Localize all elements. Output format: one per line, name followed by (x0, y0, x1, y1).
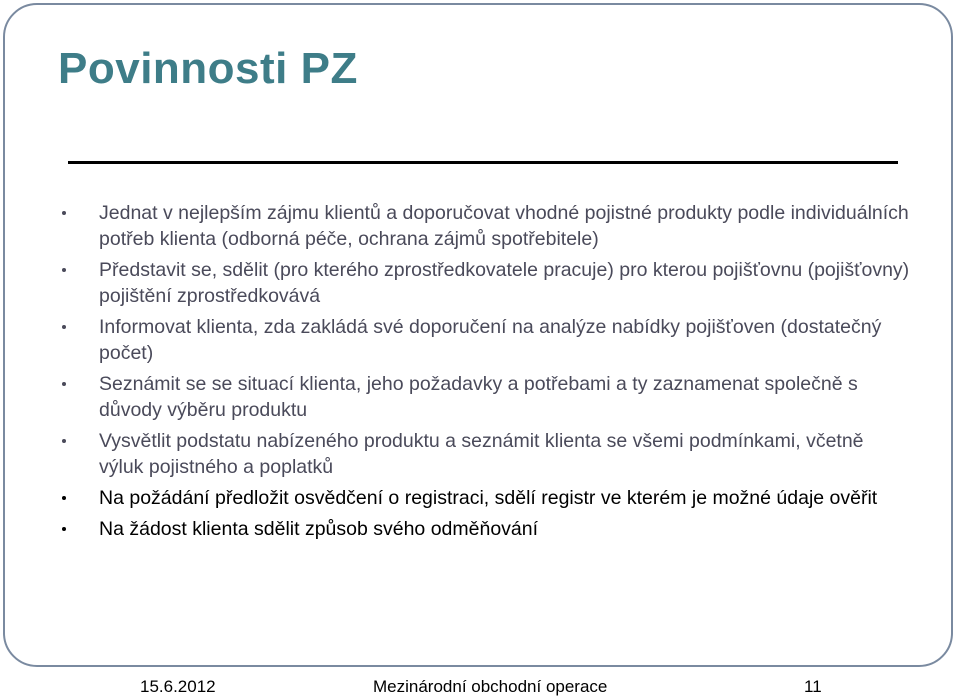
bullet-dot-icon (62, 325, 66, 329)
bullet-dot-icon (62, 382, 66, 386)
bullet-item-7 (62, 516, 912, 542)
bullet-text: Na žádost klienta sdělit způsob svého odměňování (99, 518, 539, 540)
bullet-list (62, 200, 912, 547)
bullet-item-6 (62, 485, 912, 511)
bullet-text: Seznámit se se situací klienta, jeho požadavky a potřebami a ty zaznamenat společně s důvody výběru produktu (99, 373, 858, 421)
bullet-text: Informovat klienta, zda zakládá své doporučení na analýze nabídky pojišťoven (dostatečný počet) (99, 316, 882, 364)
bullet-text: Vysvětlit podstatu nabízeného produktu a seznámit klienta se všemi podmínkami, včetně výluk pojistného a poplatků (99, 430, 864, 478)
bullet-item-1 (62, 200, 912, 252)
bullet-item-4 (62, 371, 912, 423)
bullet-text: Na požádání předložit osvědčení o registraci, sdělí registr ve kterém je možné údaje ověřit (99, 487, 878, 509)
bullet-dot-icon (62, 496, 66, 500)
bullet-dot-icon (62, 439, 66, 443)
footer-page-number: 11 (804, 677, 822, 696)
footer-date: 15.6.2012 (140, 677, 216, 696)
bullet-item-5 (62, 428, 912, 480)
bullet-dot-icon (62, 268, 66, 272)
footer-title: Mezinárodní obchodní operace (373, 677, 608, 696)
bullet-item-3 (62, 314, 912, 366)
bullet-text: Představit se, sdělit (pro kterého zprostředkovatele pracuje) pro kterou pojišťovnu (pojišťovny) pojištění zprostředkovává (99, 259, 910, 307)
bullet-dot-icon (62, 211, 66, 215)
title-underline (68, 161, 898, 164)
bullet-dot-icon (62, 527, 66, 531)
bullet-item-2 (62, 257, 912, 309)
slide-title: Povinnosti PZ (58, 44, 358, 93)
bullet-text: Jednat v nejlepším zájmu klientů a doporučovat vhodné pojistné produkty podle individuálních potřeb klienta (odborná péče, ochrana zájmů spotřebitele) (99, 202, 909, 250)
